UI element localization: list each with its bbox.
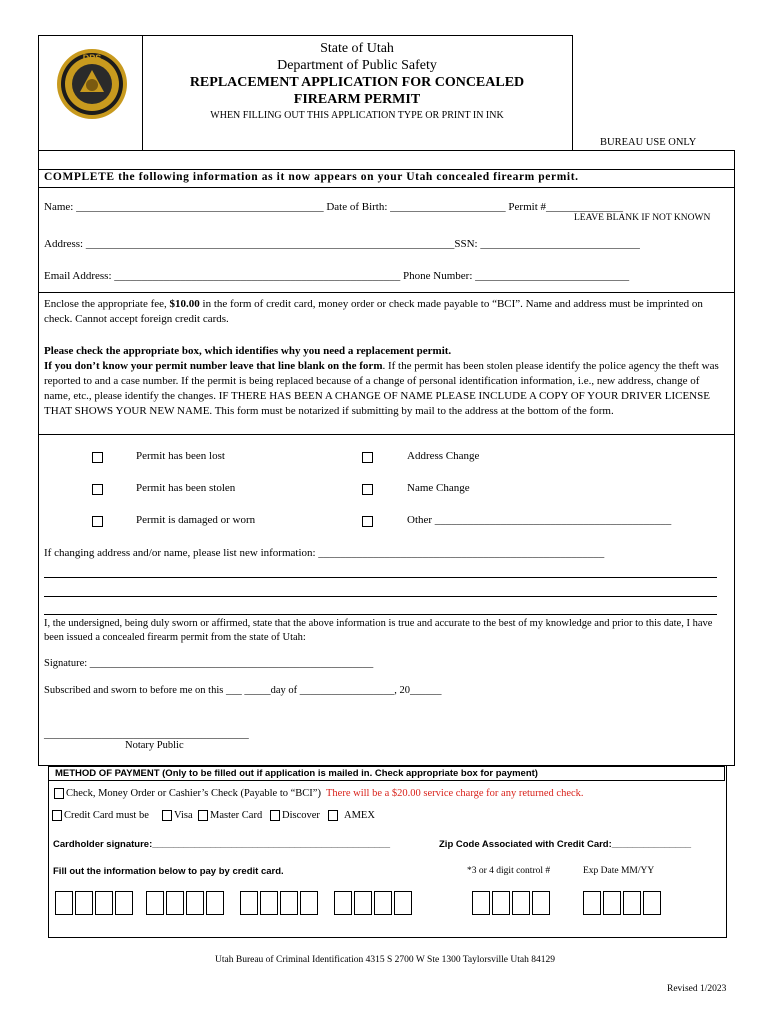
stolen-label: Permit has been stolen — [136, 482, 236, 494]
dps-seal-icon — [56, 48, 128, 120]
leave-blank-note: LEAVE BLANK IF NOT KNOWN — [574, 213, 711, 223]
check-payment-checkbox[interactable] — [54, 788, 64, 799]
amex-label: AMEX — [344, 810, 375, 821]
check-payment-label: Check, Money Order or Cashier’s Check (Payable to “BCI”) There will be a $20.00 service charge for any returned check. — [66, 788, 584, 799]
zip-code-field[interactable]: Zip Code Associated with Credit Card:_______________ — [439, 839, 692, 850]
card-number-group-4[interactable] — [334, 891, 414, 915]
bureau-use-label: BUREAU USE ONLY — [600, 137, 697, 148]
damaged-checkbox[interactable] — [92, 516, 103, 527]
bureau-use-box — [38, 150, 735, 170]
card-digit-box[interactable] — [166, 891, 184, 915]
bci-address: Utah Bureau of Criminal Identification 4315 S 2700 W Ste 1300 Taylorsville Utah 84129 — [215, 955, 555, 965]
mastercard-label: Master Card — [210, 810, 263, 821]
name-dob-permit-field[interactable]: Name: _____________________________________________ Date of Birth: _____________________ Permit #______________ — [44, 201, 623, 213]
card-digit-box[interactable] — [354, 891, 372, 915]
card-number-group-3[interactable] — [240, 891, 320, 915]
control-digit-box[interactable] — [492, 891, 510, 915]
card-number-group-2[interactable] — [146, 891, 226, 915]
reason-paragraph: Please check the appropriate box, which identifies why you need a replacement permit. If you don’t know your permit number leave that line blank on the form. If the permit has been stolen please identify the police agency the theft was reported to and a case number. If the permit is being replaced because of a change of personal identification information, i.e., new address, change of name, etc., please identify the changes. IF THERE HAS BEEN A CHANGE OF NAME PLEASE INCLUDE A COPY OF YOUR DRIVER LICENSE THAT SHOWS YOUR NEW NAME. This form must be notarized if submitting by mail to the address at the bottom of the form. — [44, 345, 719, 417]
lost-label: Permit has been lost — [136, 450, 225, 462]
affirmation-text: I, the undersigned, being duly sworn or affirmed, state that the above information is true and accurate to the best of my knowledge and prior to this date, I have been issued a concealed firearm permit from the state of Utah: — [44, 618, 713, 643]
amex-checkbox[interactable] — [328, 810, 338, 821]
discover-label: Discover — [282, 810, 320, 821]
exp-digit-box[interactable] — [623, 891, 641, 915]
card-digit-box[interactable] — [280, 891, 298, 915]
sworn-date-field[interactable]: Subscribed and sworn to before me on this ___ _____day of __________________, 20______ — [44, 685, 442, 696]
notary-public-label: Notary Public — [125, 740, 184, 751]
control-digit-box[interactable] — [532, 891, 550, 915]
fee-paragraph: Enclose the appropriate fee, $10.00 in the form of credit card, money order or check made payable to “BCI”. Name and address must be imprinted on check. Cannot accept foreign credit cards. — [44, 298, 703, 325]
name-change-label: Name Change — [407, 482, 470, 494]
card-digit-box[interactable] — [146, 891, 164, 915]
exp-digit-box[interactable] — [583, 891, 601, 915]
exp-date-boxes[interactable] — [583, 891, 663, 915]
new-info-line[interactable] — [44, 614, 717, 615]
card-digit-box[interactable] — [115, 891, 133, 915]
credit-card-label: Credit Card must be — [64, 810, 149, 821]
email-phone-field[interactable]: Email Address: ____________________________________________________ Phone Number: ____________________________ — [44, 270, 630, 282]
damaged-label: Permit is damaged or worn — [136, 514, 256, 526]
other-checkbox[interactable] — [362, 516, 373, 527]
form-title-line2: FIREARM PERMIT — [293, 92, 421, 107]
card-digit-box[interactable] — [240, 891, 258, 915]
signature-field[interactable]: Signature: ______________________________________________________ — [44, 658, 374, 669]
visa-checkbox[interactable] — [162, 810, 172, 821]
card-number-group-1[interactable] — [55, 891, 135, 915]
cardholder-signature-field[interactable]: Cardholder signature:_____________________________________________ — [53, 839, 390, 850]
complete-heading: COMPLETE the following information as it now appears on your Utah concealed firearm permit. — [44, 171, 579, 183]
fill-out-instruction: Fill out the information below to pay by credit card. — [53, 866, 284, 877]
ink-instruction: WHEN FILLING OUT THIS APPLICATION TYPE OR PRINT IN INK — [210, 110, 504, 121]
state-name: State of Utah — [320, 41, 394, 56]
divider — [38, 292, 735, 293]
card-digit-box[interactable] — [334, 891, 352, 915]
address-change-label: Address Change — [407, 450, 480, 462]
mastercard-checkbox[interactable] — [198, 810, 208, 821]
header-title-block — [143, 40, 571, 123]
card-digit-box[interactable] — [300, 891, 318, 915]
lost-checkbox[interactable] — [92, 452, 103, 463]
control-number-boxes[interactable] — [472, 891, 552, 915]
svg-text:DPS: DPS — [82, 53, 102, 63]
divider — [38, 434, 735, 435]
form-title-line1: REPLACEMENT APPLICATION FOR CONCEALED — [189, 75, 525, 90]
revision-date: Revised 1/2023 — [667, 984, 727, 994]
new-info-line[interactable] — [44, 596, 717, 597]
card-digit-box[interactable] — [374, 891, 392, 915]
divider — [38, 187, 735, 188]
name-change-checkbox[interactable] — [362, 484, 373, 495]
card-digit-box[interactable] — [394, 891, 412, 915]
card-digit-box[interactable] — [55, 891, 73, 915]
visa-label: Visa — [174, 810, 193, 821]
control-digit-box[interactable] — [472, 891, 490, 915]
payment-title: METHOD OF PAYMENT (Only to be filled out if application is mailed in. Check appropriate box for payment) — [48, 766, 725, 781]
control-digit-box[interactable] — [512, 891, 530, 915]
card-digit-box[interactable] — [206, 891, 224, 915]
new-info-field[interactable]: If changing address and/or name, please list new information: ____________________________________________________ — [44, 547, 605, 559]
exp-digit-box[interactable] — [603, 891, 621, 915]
other-field[interactable]: Other ___________________________________________ — [407, 514, 672, 526]
exp-digit-box[interactable] — [643, 891, 661, 915]
card-digit-box[interactable] — [260, 891, 278, 915]
notary-signature-line[interactable]: _______________________________________ — [44, 729, 249, 740]
credit-card-checkbox[interactable] — [52, 810, 62, 821]
card-digit-box[interactable] — [186, 891, 204, 915]
card-digit-box[interactable] — [75, 891, 93, 915]
control-number-label: *3 or 4 digit control # — [467, 866, 551, 876]
discover-checkbox[interactable] — [270, 810, 280, 821]
address-change-checkbox[interactable] — [362, 452, 373, 463]
department-name: Department of Public Safety — [277, 58, 437, 73]
applicant-section — [38, 169, 735, 766]
exp-date-label: Exp Date MM/YY — [583, 866, 655, 876]
card-digit-box[interactable] — [95, 891, 113, 915]
stolen-checkbox[interactable] — [92, 484, 103, 495]
new-info-line[interactable] — [44, 577, 717, 578]
address-ssn-field[interactable]: Address: ___________________________________________________________________SSN: _____________________________ — [44, 238, 640, 250]
service-charge-note: There will be a $20.00 service charge for any returned check. — [326, 788, 584, 799]
